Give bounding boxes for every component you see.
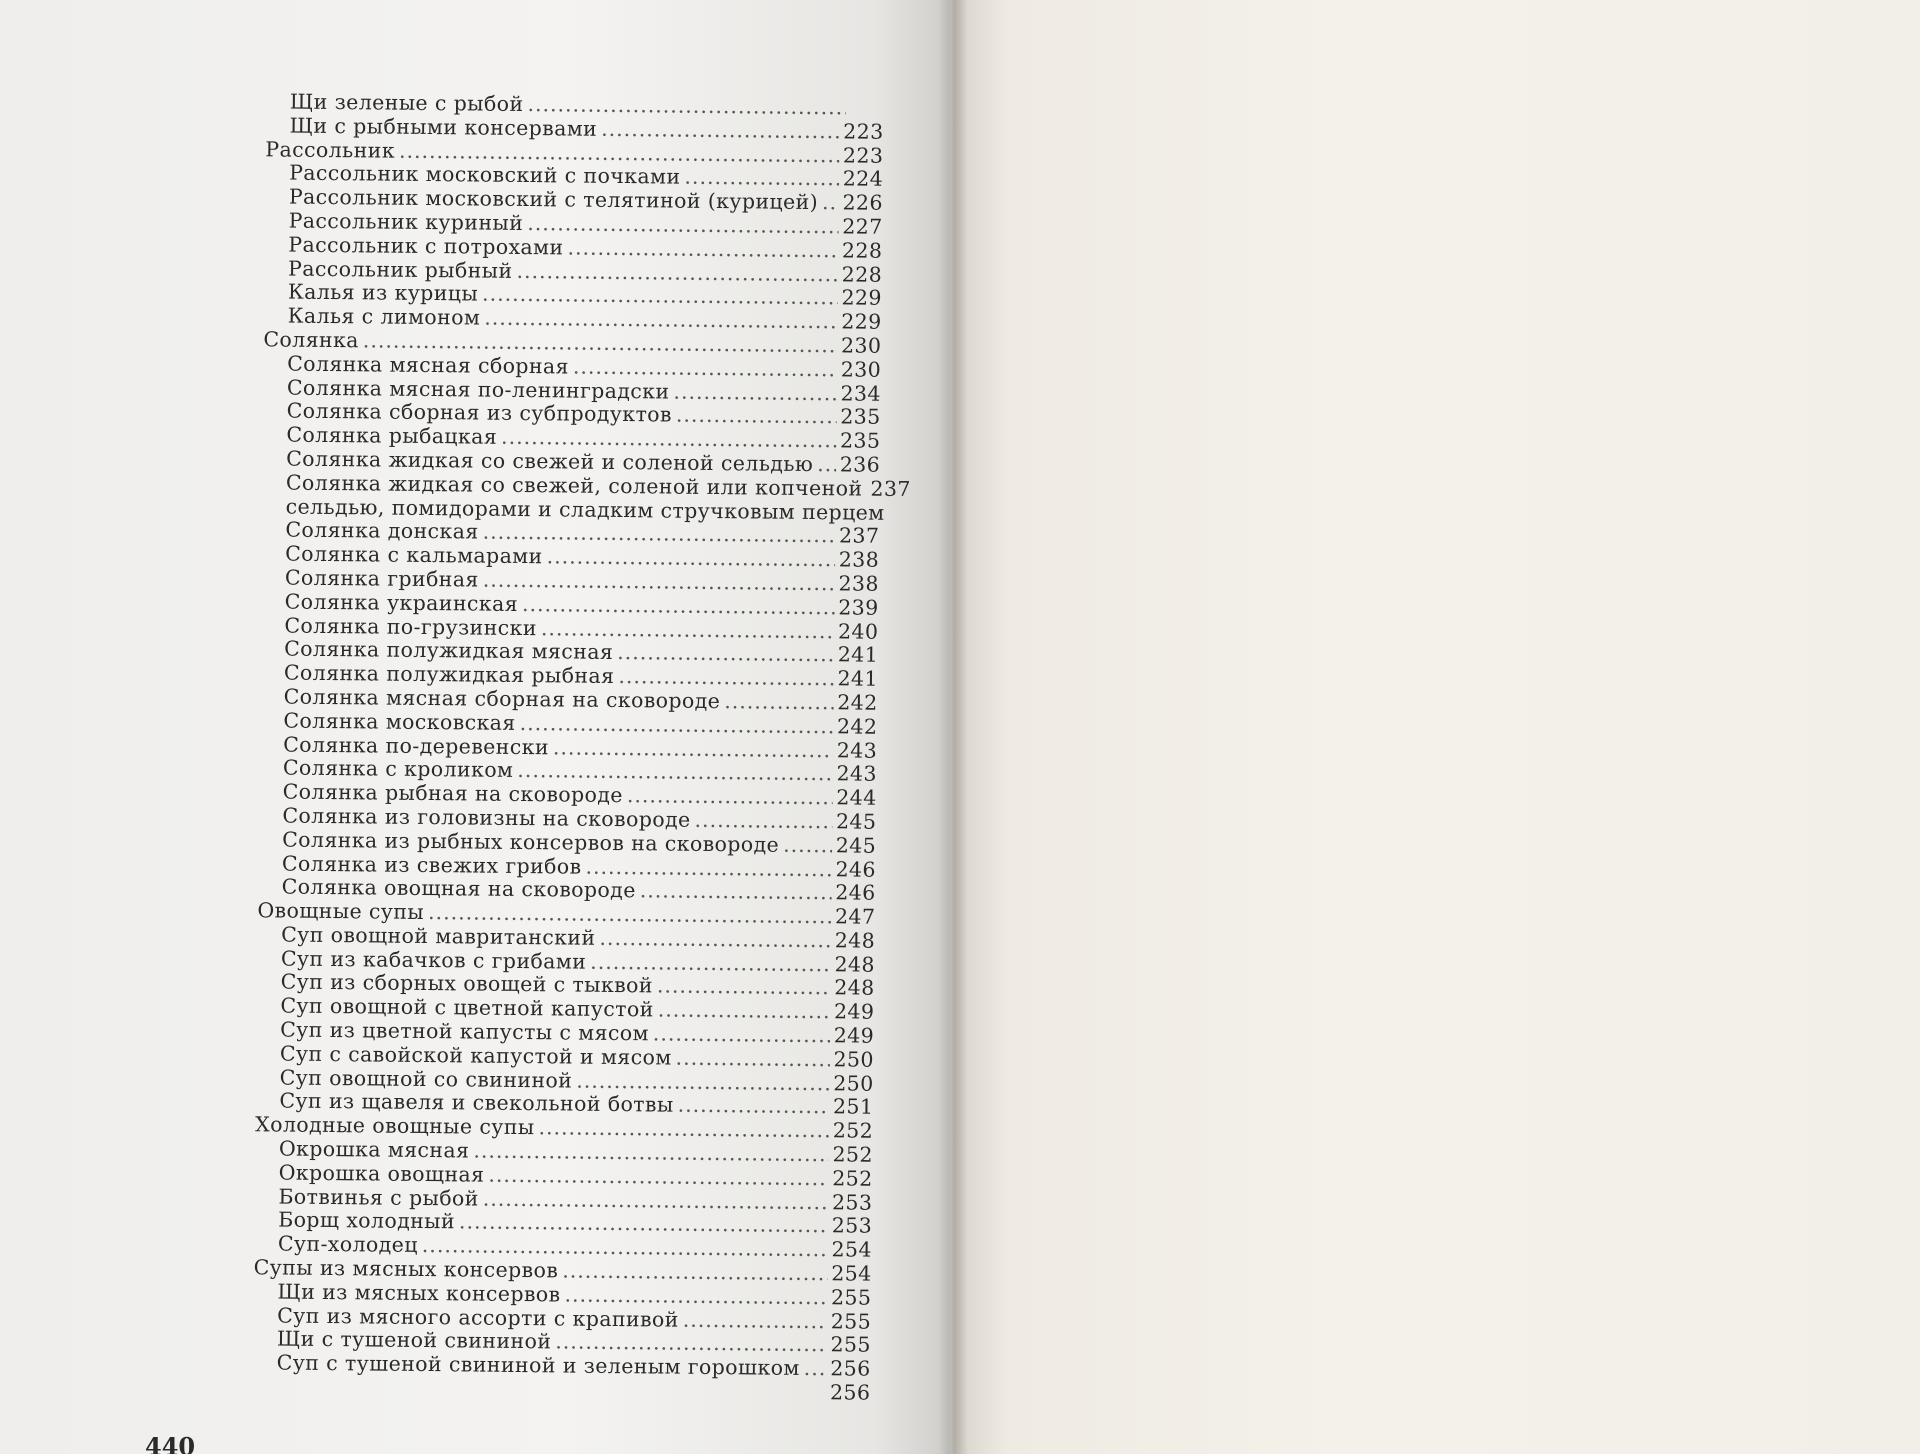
toc-entry-title: Суп с савойской капустой и мясом xyxy=(279,1041,672,1070)
toc-entry-page: 248 xyxy=(834,928,876,953)
toc-entry-page: 223 xyxy=(843,119,884,144)
toc-entry-page: 237 xyxy=(838,523,880,549)
toc-entry-page: 242 xyxy=(836,714,878,739)
toc-entry-page: 244 xyxy=(836,785,877,810)
toc-entry-page: 256 xyxy=(829,1380,871,1405)
toc-entry-page: 238 xyxy=(838,547,880,572)
toc-entry-page: 253 xyxy=(831,1189,873,1215)
toc-entry-page: 243 xyxy=(836,737,878,763)
dot-leader xyxy=(683,1308,827,1333)
toc-entry-title: Суп из цветной капусты с мясом xyxy=(280,1017,650,1046)
toc-entry-title: Солянка грибная xyxy=(284,565,479,592)
toc-entry-title: Рассольник xyxy=(265,136,396,163)
toc-entry-page: 228 xyxy=(841,238,883,263)
toc-entry-title: Солянка по-деревенски xyxy=(283,732,550,759)
toc-entry-title: Суп из щавеля и свекольной ботвы xyxy=(279,1088,674,1118)
toc-entry-title: Суп с тушеной свининой и зеленым горошком xyxy=(276,1350,800,1381)
toc-entry-title: Суп из сборных овощей с тыквой xyxy=(280,969,654,998)
toc-entry-page: 250 xyxy=(833,1047,875,1072)
toc-entry-page: 240 xyxy=(837,618,879,644)
toc-entry-title: Солянка жидкая со свежей, соленой или копченой xyxy=(285,470,863,501)
toc-entry-page: 241 xyxy=(837,642,879,668)
toc-entry-title: Окрошка мясная xyxy=(278,1136,470,1163)
toc-entry-title: Ботвинья с рыбой xyxy=(278,1184,479,1211)
dot-leader xyxy=(527,212,838,239)
dot-leader xyxy=(658,999,831,1025)
right-page xyxy=(950,0,1920,1454)
dot-leader xyxy=(618,665,833,691)
toc-entry-page: 256 xyxy=(830,1356,871,1381)
toc-entry-page: 249 xyxy=(833,999,875,1024)
toc-entry-page: 228 xyxy=(841,261,883,287)
toc-entry-title: Щи с рыбными консервами xyxy=(289,113,598,141)
toc-entry-page: 255 xyxy=(830,1308,872,1334)
toc-entry-page: 236 xyxy=(839,452,881,477)
dot-leader xyxy=(675,1047,829,1072)
toc-entry-title: Солянка мясная по-ленинградски xyxy=(286,375,670,404)
toc-entry-page: 254 xyxy=(831,1237,873,1262)
dot-leader xyxy=(822,191,839,215)
toc-entry-page: 248 xyxy=(834,951,876,977)
toc-entry-page: 242 xyxy=(837,690,878,715)
dot-leader xyxy=(804,1357,827,1381)
toc-entry-page: 234 xyxy=(840,380,881,406)
toc-entry-page: 245 xyxy=(835,809,877,834)
toc-entry-title: Окрошка овощная xyxy=(278,1160,485,1187)
toc-entry-title: Солянка мясная сборная на сковороде xyxy=(283,684,721,714)
left-page xyxy=(0,0,950,1454)
toc-entry-title: Солянка мясная сборная xyxy=(287,351,570,379)
dot-leader xyxy=(817,453,836,477)
toc-entry-page: 251 xyxy=(832,1094,874,1120)
toc-entry-page: 246 xyxy=(835,880,876,906)
dot-leader xyxy=(516,260,837,287)
toc-entry-title: Щи с тушеной свининой xyxy=(276,1326,552,1354)
dot-leader xyxy=(653,1022,830,1048)
toc-entry-title: Солянка из свежих грибов xyxy=(281,851,582,879)
toc-entry-page: 246 xyxy=(835,856,877,882)
dot-leader xyxy=(640,880,832,906)
page-number-left: 440 xyxy=(145,1432,196,1454)
dot-leader xyxy=(547,545,835,572)
toc-entry-page: 235 xyxy=(840,404,881,430)
toc-entry-title: Суп из кабачков с грибами xyxy=(280,946,587,974)
toc-entry-page: 254 xyxy=(831,1261,872,1286)
toc-entry-title: Рассольник московский с почками xyxy=(289,160,681,190)
dot-leader xyxy=(553,736,833,763)
toc-entry-title: Щи из мясных консервов xyxy=(277,1279,561,1307)
toc-entry-page: 245 xyxy=(835,833,877,858)
toc-entry-title: Рассольник московский с телятиной (курицей) xyxy=(288,184,819,215)
dot-leader xyxy=(520,712,834,739)
dot-leader xyxy=(483,569,835,596)
toc-entry-page: 253 xyxy=(831,1213,873,1239)
toc-entry-title: Солянка из головизны на сковороде xyxy=(282,803,691,832)
toc-entry-page: 255 xyxy=(830,1285,872,1310)
toc-entry-page: 230 xyxy=(840,357,882,382)
toc-entry-page: 238 xyxy=(838,571,879,596)
toc-entry-page: 223 xyxy=(842,142,884,168)
dot-leader xyxy=(676,404,837,429)
dot-leader xyxy=(724,690,833,715)
toc-entry-page: 249 xyxy=(833,1023,875,1048)
toc-entry-page: 247 xyxy=(834,904,876,929)
dot-leader xyxy=(562,1260,827,1287)
dot-leader xyxy=(684,166,839,191)
toc-entry-title: Суп-холодец xyxy=(277,1231,418,1258)
dot-leader xyxy=(657,975,831,1001)
toc-entry-title: Солянка сборная из субпродуктов xyxy=(286,398,673,427)
toc-entry-page: 252 xyxy=(832,1166,873,1191)
toc-left xyxy=(224,89,911,1406)
toc-entry-title: Суп овощной со свининой xyxy=(279,1065,573,1093)
toc-entry-page: 250 xyxy=(833,1070,874,1096)
toc-entry-page: 241 xyxy=(837,666,878,691)
toc-entry-title: Суп из мясного ассорти с крапивой xyxy=(277,1303,679,1332)
toc-entry-page: 237 xyxy=(870,476,911,501)
toc-entry-page: 229 xyxy=(841,309,882,334)
toc-entry-page: 252 xyxy=(832,1118,874,1143)
toc-entry-title: Солянка полужидкая рыбная xyxy=(283,660,615,689)
toc-entry-title: Овощные супы xyxy=(257,898,425,925)
toc-entry-title: Щи зеленые с рыбой xyxy=(289,89,524,116)
book-gutter xyxy=(938,0,968,1454)
dot-leader xyxy=(573,355,837,382)
dot-leader xyxy=(599,927,831,953)
dot-leader xyxy=(783,833,832,857)
toc-entry-title: Калья из курицы xyxy=(287,279,479,306)
dot-leader xyxy=(601,118,839,144)
dot-leader xyxy=(617,641,834,667)
toc-entry-title: Борщ холодный xyxy=(278,1207,456,1234)
dot-leader xyxy=(522,593,834,620)
toc-entry-page: 226 xyxy=(842,190,883,215)
dot-leader xyxy=(564,1283,827,1310)
toc-entry-title: Суп овощной с цветной капустой xyxy=(280,993,654,1022)
toc-entry-title: Солянка донская xyxy=(285,517,479,544)
toc-entry-page: 235 xyxy=(839,428,881,453)
dot-leader xyxy=(627,784,833,810)
dot-leader xyxy=(678,1094,830,1119)
toc-entry-page: 243 xyxy=(836,761,877,787)
toc-entry-title: Рассольник с потрохами xyxy=(288,232,564,260)
toc-entry-title: Солянка рыбная на сковороде xyxy=(282,779,624,808)
toc-entry-page: 229 xyxy=(841,285,882,311)
toc-entry-title: Солянка по-грузински xyxy=(284,613,538,640)
toc-entry-title: Супы из мясных консервов xyxy=(253,1255,559,1283)
toc-entry-title: Солянка с кроликом xyxy=(282,755,514,783)
toc-entry-title: Солянка московская xyxy=(283,708,516,735)
toc-entry-title: Солянка с кальмарами xyxy=(285,541,543,569)
toc-entry-page: 224 xyxy=(842,166,884,192)
toc-entry-page: 230 xyxy=(840,333,882,358)
toc-entry-title: Солянка овощная на сковороде xyxy=(281,874,636,903)
dot-leader xyxy=(488,1164,828,1191)
toc-entry-title: Солянка из рыбных консервов на сковороде xyxy=(282,827,780,857)
toc-entry-title: Солянка жидкая со свежей и соленой сельдью xyxy=(286,446,814,476)
toc-entry-title: Калья с лимоном xyxy=(287,303,481,330)
dot-leader xyxy=(483,1187,828,1214)
toc-entry-title: Солянка полужидкая мясная xyxy=(284,636,614,665)
toc-entry-page: 255 xyxy=(830,1332,872,1358)
toc-entry-title: Солянка xyxy=(263,327,359,353)
toc-entry-title: Солянка рыбацкая xyxy=(286,422,498,449)
toc-entry-title: Солянка украинская xyxy=(284,589,519,616)
toc-entry-title: Рассольник куриный xyxy=(288,208,524,235)
toc-entry-title: Рассольник рыбный xyxy=(288,256,513,283)
toc-entry-page: 252 xyxy=(832,1142,874,1167)
toc-entry-title: Суп овощной мавританский xyxy=(281,922,596,950)
toc-entry-page: 248 xyxy=(834,975,875,1001)
toc-entry-title: Холодные овощные супы xyxy=(255,1112,535,1140)
dot-leader xyxy=(694,809,832,834)
dot-leader xyxy=(567,236,838,263)
dot-leader xyxy=(673,380,836,406)
toc-entry-page: 239 xyxy=(838,595,879,620)
toc-entry-title: сельдью, помидорами и сладким стручковым перцем xyxy=(285,494,885,525)
toc-entry-page: 227 xyxy=(842,214,883,239)
dot-leader xyxy=(538,1116,828,1143)
